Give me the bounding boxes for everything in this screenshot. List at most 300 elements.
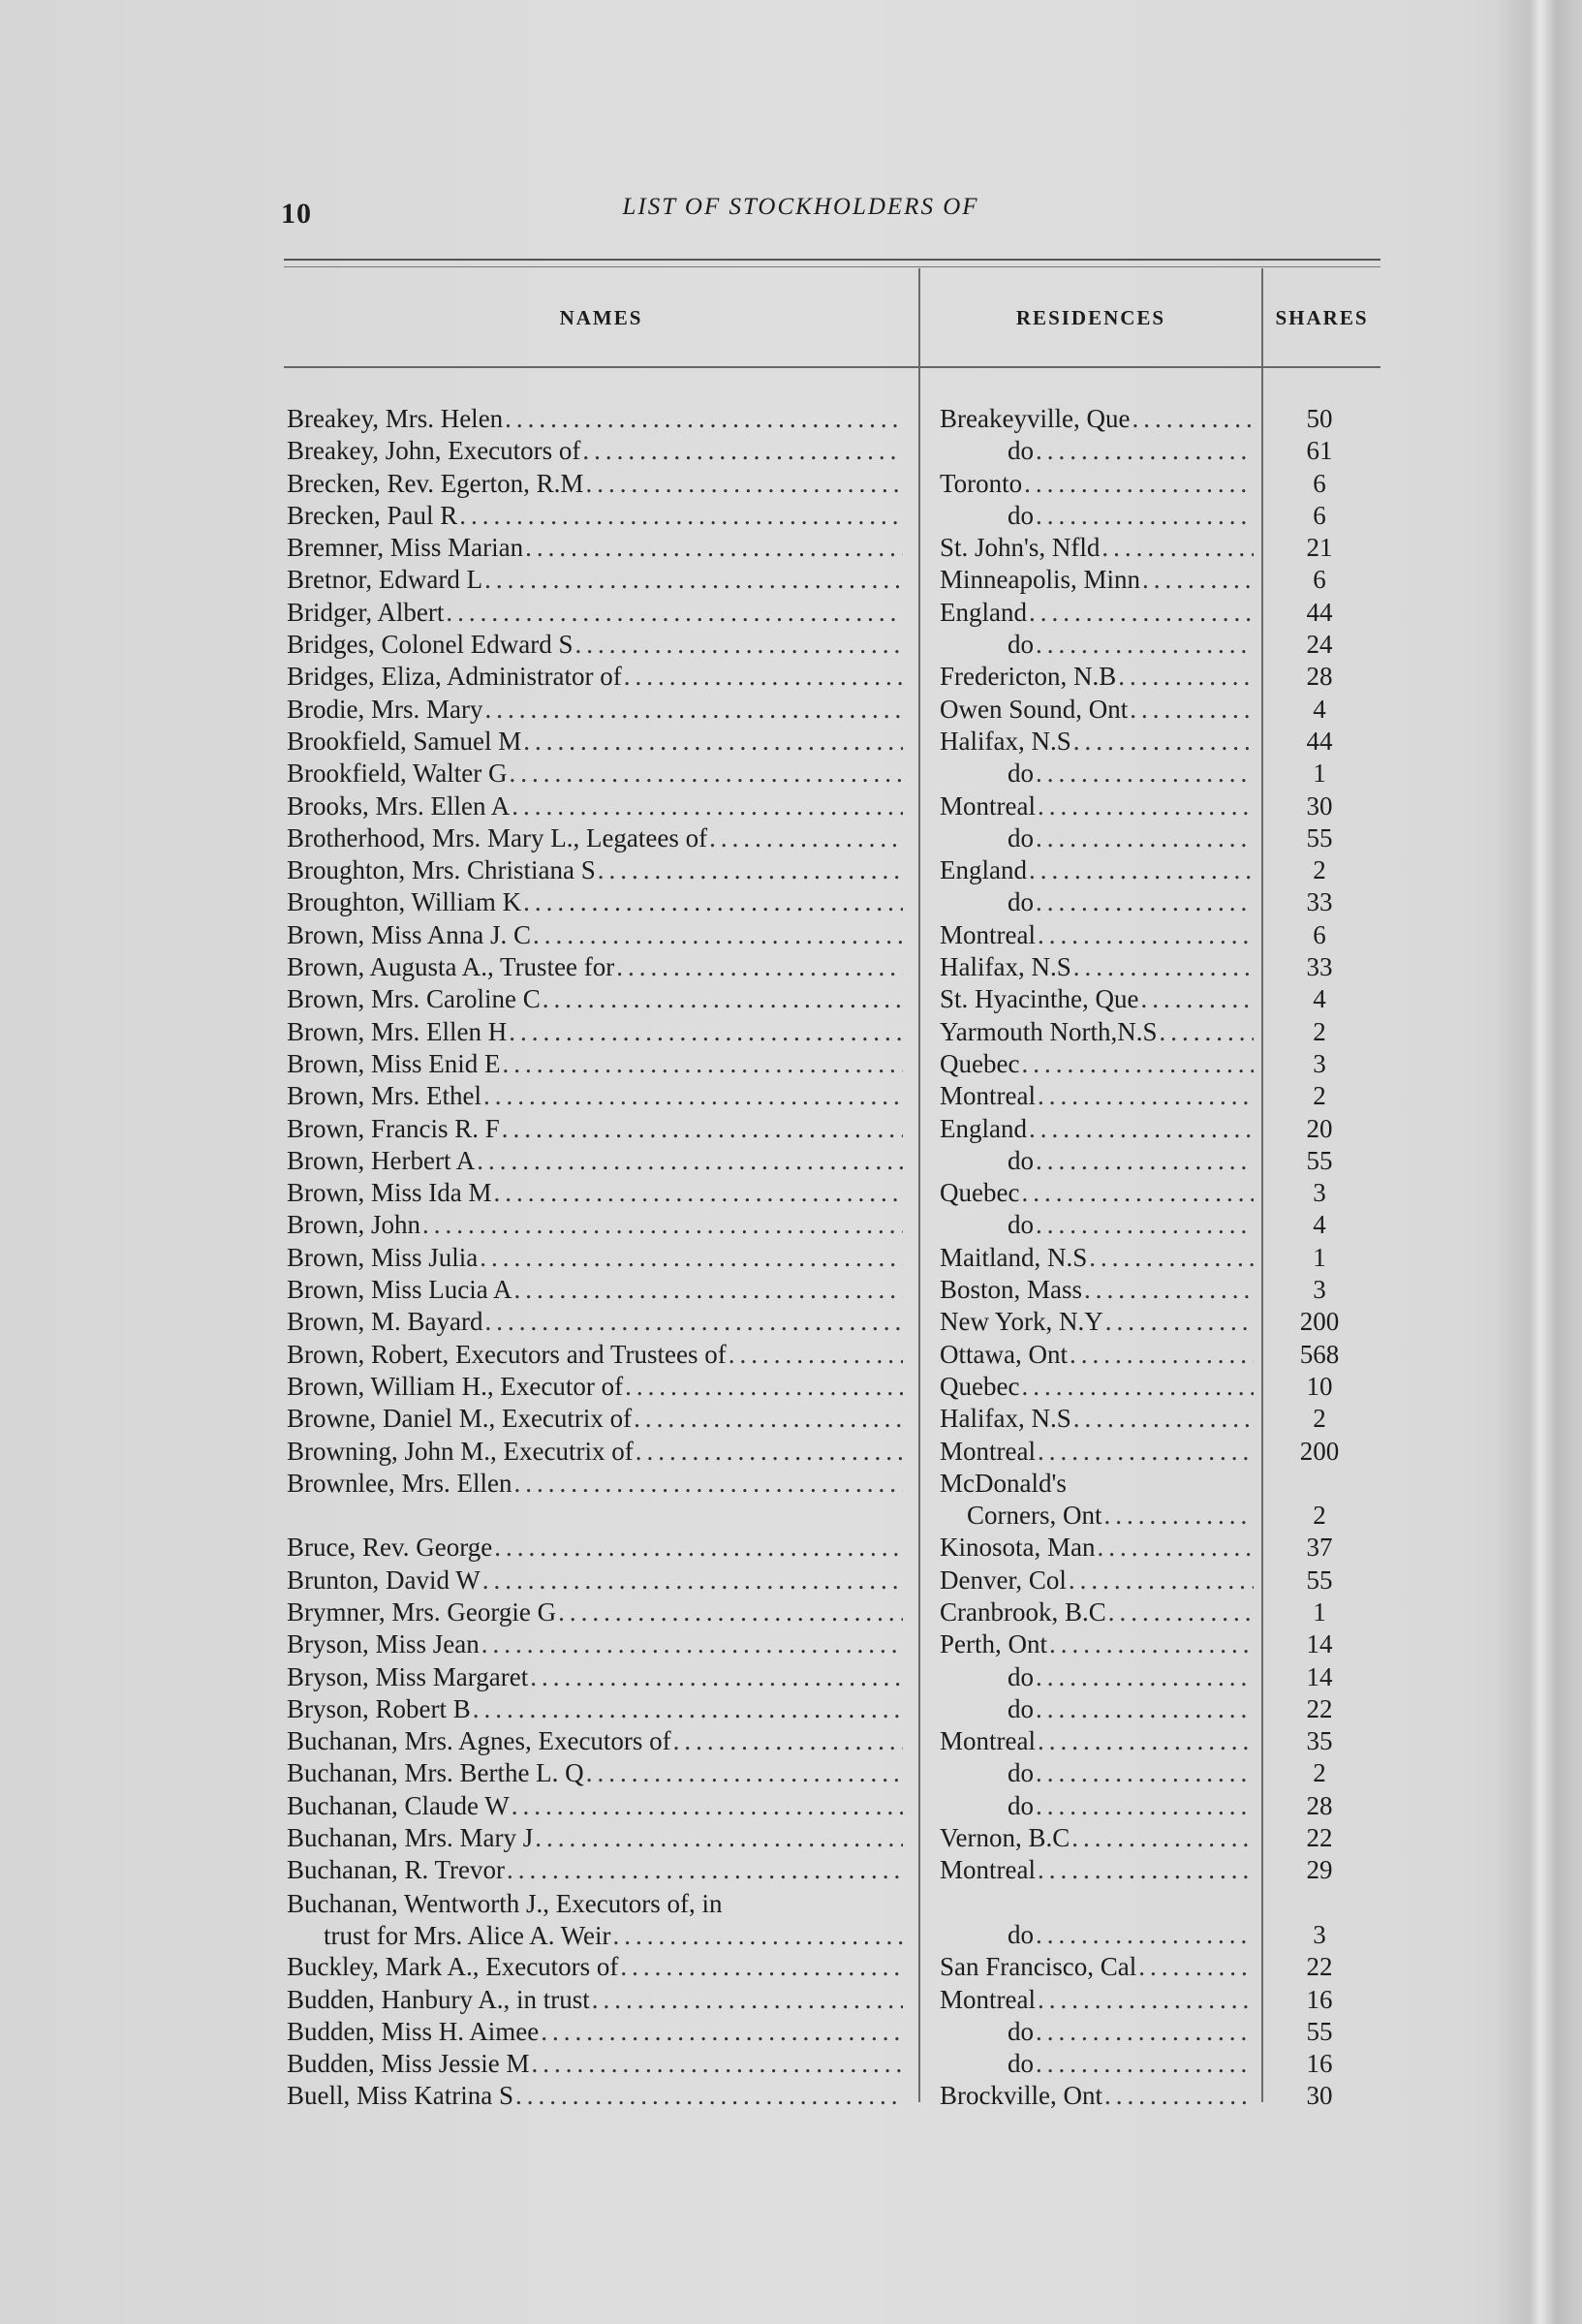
stockholder-name-text: Buell, Miss Katrina S (287, 2081, 513, 2111)
shares-count: 6 (1313, 468, 1326, 498)
leader-dots (530, 1662, 903, 1692)
leader-dots (483, 1081, 903, 1111)
shares-count: 3 (1313, 1275, 1326, 1305)
shares-count: 55 (1306, 1145, 1333, 1175)
top-rule (284, 259, 1380, 267)
leader-dots (1036, 501, 1254, 531)
stockholder-name-text: Buchanan, Mrs. Berthe L. Q (287, 1758, 584, 1788)
shares-count: 14 (1306, 1629, 1333, 1659)
shares-count: 16 (1306, 2049, 1333, 2079)
table-row (0, 501, 1582, 533)
stockholder-name (287, 1662, 911, 1694)
stockholder-name (287, 1469, 911, 1533)
stockholder-name (287, 984, 911, 1016)
shares-count: 20 (1306, 1113, 1333, 1143)
stockholder-name (287, 791, 911, 823)
stockholder-name-text: Breakey, Mrs. Helen (287, 404, 504, 433)
table-row (0, 1114, 1582, 1146)
table-row (0, 887, 1582, 919)
table-row (0, 1855, 1582, 1887)
leader-dots (1104, 2081, 1254, 2111)
shares-count: 16 (1306, 1984, 1333, 2014)
shares-count: 10 (1306, 1371, 1333, 1401)
stockholder-name-text: Broughton, William K (287, 887, 522, 917)
shares-count: 22 (1306, 1693, 1333, 1723)
table-row (0, 1146, 1582, 1178)
shares-count: 4 (1313, 1210, 1326, 1240)
stockholder-name-text: Bryson, Miss Jean (287, 1629, 480, 1659)
shares-count: 44 (1306, 726, 1333, 756)
residence (940, 2017, 1261, 2049)
residence-text: Montreal (940, 1081, 1036, 1111)
shares-count: 55 (1306, 2016, 1333, 2046)
table-row (0, 984, 1582, 1016)
shares-count: 6 (1313, 500, 1326, 530)
residence (940, 1597, 1261, 1629)
residence-text: St. Hyacinthe, Que (940, 984, 1139, 1014)
leader-dots (1036, 2049, 1254, 2079)
residence (940, 598, 1261, 630)
leader-dots (1038, 1726, 1254, 1756)
stockholder-name (287, 1340, 911, 1372)
stockholder-name-text: Browne, Daniel M., Executrix of (287, 1404, 633, 1434)
leader-dots (1118, 662, 1254, 692)
leader-dots (1071, 1823, 1254, 1853)
shares-count: 2 (1313, 855, 1326, 885)
stockholder-name (287, 1307, 911, 1339)
stockholder-table (0, 404, 1582, 2114)
shares-count: 2 (1313, 1758, 1326, 1788)
residence-text: England (940, 597, 1027, 627)
stockholder-name (287, 662, 911, 694)
table-row (0, 759, 1582, 790)
leader-dots (1021, 1372, 1254, 1402)
leader-dots (1097, 1533, 1254, 1563)
shares-count: 50 (1306, 404, 1333, 433)
stockholder-name (287, 1210, 911, 1242)
leader-dots (509, 1017, 903, 1047)
shares-count: 2 (1313, 1500, 1326, 1530)
table-row (0, 695, 1582, 727)
table-row (0, 469, 1582, 501)
residence-text: St. John's, Nfld (940, 533, 1101, 563)
residence-text: do (1008, 500, 1034, 530)
table-row (0, 1210, 1582, 1242)
table-row (0, 1469, 1582, 1534)
stockholder-name-text: Brown, John (287, 1210, 421, 1240)
table-row (0, 1017, 1582, 1049)
stockholder-name (287, 1565, 911, 1597)
shares-count: 30 (1306, 790, 1333, 821)
stockholder-name-text: Breakey, John, Executors of (287, 436, 581, 466)
leader-dots (507, 1855, 903, 1885)
leader-dots (480, 1243, 903, 1273)
leader-dots (1038, 920, 1254, 950)
stockholder-name-text: Brecken, Paul R (287, 500, 458, 530)
residence-text: do (1008, 1693, 1034, 1723)
table-row (0, 2081, 1582, 2113)
table-row (0, 1952, 1582, 1984)
table-row (0, 1823, 1582, 1855)
header-rule (284, 366, 1380, 368)
leader-dots (494, 1533, 903, 1563)
leader-dots (422, 1210, 903, 1240)
leader-dots (585, 469, 903, 499)
residence (940, 1791, 1261, 1823)
table-row (0, 1081, 1582, 1113)
table-row (0, 855, 1582, 887)
leader-dots (505, 404, 903, 434)
leader-dots (525, 533, 903, 563)
leader-dots (510, 759, 903, 789)
stockholder-name-text: Brown, Miss Ida M (287, 1178, 492, 1208)
stockholder-name-text: Brown, Miss Enid E (287, 1048, 501, 1078)
stockholder-name-text: Brotherhood, Mrs. Mary L., Legatees of (287, 822, 708, 852)
residence-text: England (940, 855, 1027, 885)
residence (940, 855, 1261, 887)
stockholder-name (287, 1791, 911, 1823)
residence-text: do (1008, 1919, 1034, 1949)
leader-dots (634, 1404, 903, 1434)
stockholder-name (287, 2049, 911, 2081)
stockholder-name (287, 630, 911, 662)
leader-dots (1073, 727, 1254, 757)
table-row (0, 1533, 1582, 1565)
residence-text: Halifax, N.S (940, 952, 1071, 982)
leader-dots (1103, 1501, 1254, 1531)
residence-text: do (1008, 2049, 1034, 2079)
stockholder-name (287, 1533, 911, 1565)
stockholder-name-text: Bridges, Colonel Edward S (287, 630, 574, 660)
residence-text: Montreal (940, 1726, 1036, 1756)
leader-dots (1036, 1146, 1254, 1176)
leader-dots (1036, 1694, 1254, 1724)
stockholder-name-text: Bremner, Miss Marian (287, 533, 524, 563)
residence-text: England (940, 1113, 1027, 1143)
stockholder-name (287, 1275, 911, 1307)
residence-text: Denver, Col (940, 1565, 1067, 1595)
stockholder-name-text: Brown, Mrs. Ellen H (287, 1016, 508, 1046)
residence-text: Montreal (940, 1436, 1036, 1466)
stockholder-name-text: Brookfield, Walter G (287, 759, 508, 789)
leader-dots (1160, 1017, 1254, 1047)
stockholder-name (287, 2017, 911, 2049)
leader-dots (503, 1049, 903, 1079)
stockholder-name-text: Brown, Mrs. Ethel (287, 1081, 481, 1111)
leader-dots (532, 2049, 903, 2079)
residence (940, 1243, 1261, 1275)
residence (940, 1049, 1261, 1081)
stockholder-name-text: Bridges, Eliza, Administrator of (287, 662, 622, 692)
leader-dots (1029, 855, 1254, 885)
residence (940, 1662, 1261, 1694)
stockholder-name (287, 436, 911, 468)
column-header-names: NAMES (559, 306, 643, 329)
leader-dots (1105, 1307, 1254, 1337)
table-row (0, 2049, 1582, 2081)
residence (940, 501, 1261, 533)
residence (940, 2081, 1261, 2113)
residence (940, 1114, 1261, 1146)
stockholder-name (287, 1404, 911, 1436)
leader-dots (1021, 1049, 1254, 1079)
leader-dots (1038, 1855, 1254, 1885)
shares-count: 55 (1306, 822, 1333, 852)
leader-dots (592, 1985, 903, 2015)
shares-count: 37 (1306, 1533, 1333, 1563)
shares-count: 28 (1306, 662, 1333, 692)
stockholder-name (287, 1114, 911, 1146)
residence (940, 1501, 1261, 1533)
table-row (0, 1629, 1582, 1661)
table-row (0, 533, 1582, 565)
stockholder-name-text: Bretnor, Edward L (287, 565, 483, 595)
stockholder-name-text: Brookfield, Samuel M (287, 726, 522, 756)
stockholder-name-text: Brownlee, Mrs. Ellen (287, 1468, 512, 1498)
stockholder-name-text: Brodie, Mrs. Mary (287, 694, 483, 724)
stockholder-name (287, 1243, 911, 1275)
residence (940, 727, 1261, 759)
residence-text: do (1008, 887, 1034, 917)
residence-text: New York, N.Y (940, 1307, 1103, 1337)
column-header-shares: SHARES (1275, 306, 1369, 329)
residence-text: Breakeyville, Que (940, 404, 1131, 433)
shares-count: 1 (1313, 759, 1326, 789)
residence (940, 1629, 1261, 1661)
stockholder-name-text: Broughton, Mrs. Christiana S (287, 855, 596, 885)
stockholder-name (287, 1597, 911, 1629)
stockholder-name (287, 952, 911, 984)
residence-text: Fredericton, N.B (940, 662, 1117, 692)
table-row (0, 1726, 1582, 1758)
shares-count: 29 (1306, 1855, 1333, 1885)
stockholder-name (287, 1952, 911, 1984)
residence (940, 533, 1261, 565)
shares-count: 61 (1306, 436, 1333, 466)
stockholder-name (287, 727, 911, 759)
leader-dots (446, 598, 903, 628)
leader-dots (523, 727, 903, 757)
stockholder-name (287, 1372, 911, 1404)
residence (940, 1017, 1261, 1049)
leader-dots (616, 952, 903, 982)
shares-count: 33 (1306, 887, 1333, 917)
stockholder-name-text: Brown, Herbert A (287, 1145, 476, 1175)
stockholder-name (287, 1694, 911, 1726)
table-row (0, 952, 1582, 984)
shares-count: 200 (1299, 1307, 1340, 1337)
residence (940, 1340, 1261, 1372)
leader-dots (473, 1694, 903, 1724)
residence (940, 1726, 1261, 1758)
leader-dots (1069, 1565, 1254, 1596)
leader-dots (613, 1920, 903, 1952)
stockholder-name (287, 404, 911, 436)
residence-text: Maitland, N.S (940, 1242, 1088, 1272)
residence (940, 1404, 1261, 1436)
running-title: LIST OF STOCKHOLDERS OF (622, 194, 979, 220)
leader-dots (1108, 1597, 1254, 1627)
table-row (0, 1985, 1582, 2017)
stockholder-name (287, 1178, 911, 1210)
residence (940, 1823, 1261, 1855)
leader-dots (481, 1629, 903, 1659)
column-header-residences: RESIDENCES (1015, 306, 1166, 329)
stockholder-name (287, 533, 911, 565)
stockholder-name (287, 1726, 911, 1758)
leader-dots (558, 1597, 903, 1627)
stockholder-name (287, 1888, 911, 1952)
stockholder-name-text: Brown, Robert, Executors and Trustees of (287, 1339, 727, 1369)
stockholder-name-text: Brunton, David W (287, 1565, 481, 1595)
shares-count: 14 (1306, 1661, 1333, 1691)
table-row (0, 1049, 1582, 1081)
shares-count: 1 (1313, 1596, 1326, 1627)
leader-dots (1036, 823, 1254, 853)
shares-count: 3 (1313, 1178, 1326, 1208)
residence (940, 1952, 1261, 1984)
residence-text: Ottawa, Ont (940, 1339, 1068, 1369)
stockholder-name (287, 1017, 911, 1049)
residence-text: Montreal (940, 1855, 1036, 1885)
leader-dots (1049, 1629, 1254, 1659)
stockholder-name-text: Browning, John M., Executrix of (287, 1436, 634, 1466)
stockholder-name (287, 1437, 911, 1469)
leader-dots (502, 1114, 903, 1144)
stockholder-name (287, 2081, 911, 2113)
leader-dots (586, 1758, 903, 1788)
stockholder-name-text: Budden, Miss H. Aimee (287, 2016, 540, 2046)
residence-text: McDonald's (940, 1468, 1067, 1498)
residence-text: do (1008, 1790, 1034, 1820)
shares-count: 35 (1306, 1726, 1333, 1756)
stockholder-name (287, 1758, 911, 1790)
leader-dots (709, 823, 903, 853)
stockholder-name (287, 1049, 911, 1081)
table-row (0, 1372, 1582, 1404)
stockholder-name (287, 1823, 911, 1855)
residence-text: Quebec (940, 1048, 1020, 1078)
residence-text: Minneapolis, Minn (940, 565, 1140, 595)
stockholder-name (287, 1855, 911, 1887)
stockholder-name-text: Buchanan, Claude W (287, 1790, 510, 1820)
stockholder-name (287, 469, 911, 501)
residence (940, 1146, 1261, 1178)
table-row (0, 598, 1582, 630)
leader-dots (482, 1565, 903, 1596)
leader-dots (1089, 1243, 1254, 1273)
stockholder-name (287, 565, 911, 597)
shares-count: 44 (1306, 597, 1333, 627)
leader-dots (513, 1469, 903, 1499)
table-row (0, 1275, 1582, 1307)
stockholder-name-text: Brown, Mrs. Caroline C (287, 984, 541, 1014)
residence-text: Halifax, N.S (940, 726, 1071, 756)
stockholder-name (287, 759, 911, 790)
residence (940, 1081, 1261, 1113)
leader-dots (582, 436, 903, 466)
table-row (0, 1597, 1582, 1629)
residence (940, 469, 1261, 501)
leader-dots (1036, 1920, 1254, 1950)
residence (940, 436, 1261, 468)
residence (940, 404, 1261, 436)
shares-count: 2 (1313, 1016, 1326, 1046)
stockholder-name (287, 920, 911, 952)
residence (940, 1920, 1261, 1952)
stockholder-name-text: Bridger, Albert (287, 597, 445, 627)
leader-dots (1036, 1662, 1254, 1692)
residence (940, 1275, 1261, 1307)
leader-dots (484, 695, 903, 725)
residence-text: do (1008, 630, 1034, 660)
leader-dots (1038, 791, 1254, 821)
leader-dots (1021, 1178, 1254, 1208)
residence (940, 1985, 1261, 2017)
table-row (0, 404, 1582, 436)
table-row (0, 727, 1582, 759)
shares-count: 33 (1306, 952, 1333, 982)
leader-dots (1029, 598, 1254, 628)
leader-dots (514, 1275, 904, 1305)
leader-dots (574, 630, 903, 660)
stockholder-name (287, 823, 911, 855)
leader-dots (1084, 1275, 1254, 1305)
residence (940, 1210, 1261, 1242)
leader-dots (1036, 887, 1254, 917)
residence-text: Perth, Ont (940, 1629, 1047, 1659)
leader-dots (459, 501, 903, 531)
residence-text: do (1008, 822, 1034, 852)
stockholder-name (287, 1985, 911, 2017)
residence (940, 2049, 1261, 2081)
stockholder-name (287, 855, 911, 887)
stockholder-name (287, 695, 911, 727)
table-row (0, 2017, 1582, 2049)
table-row (0, 1888, 1582, 1953)
stockholder-name-text: Bryson, Miss Margaret (287, 1661, 529, 1691)
shares-count: 3 (1313, 1919, 1326, 1949)
residence (940, 1758, 1261, 1790)
residence-text: Halifax, N.S (940, 1404, 1071, 1434)
stockholder-name-text: Brecken, Rev. Egerton, R.M (287, 468, 584, 498)
leader-dots (1036, 2017, 1254, 2047)
leader-dots (484, 565, 903, 595)
leader-dots (477, 1146, 903, 1176)
residence (940, 1178, 1261, 1210)
stockholder-name-text: Brown, Francis R. F (287, 1113, 500, 1143)
table-row (0, 1404, 1582, 1436)
stockholder-name (287, 887, 911, 919)
leader-dots (1024, 469, 1254, 499)
residence (940, 1437, 1261, 1469)
shares-count: 3 (1313, 1048, 1326, 1078)
leader-dots (1038, 1985, 1254, 2015)
leader-dots (533, 920, 903, 950)
leader-dots (523, 887, 903, 917)
leader-dots (673, 1726, 903, 1756)
leader-dots (1036, 1210, 1254, 1240)
table-row (0, 662, 1582, 694)
residence (940, 1307, 1261, 1339)
stockholder-name-text: Budden, Miss Jessie M (287, 2049, 530, 2079)
stockholder-name-text: Brown, M. Bayard (287, 1307, 483, 1337)
residence-text: do (1008, 1145, 1034, 1175)
table-row (0, 791, 1582, 823)
residence (940, 984, 1261, 1016)
shares-count: 22 (1306, 1952, 1333, 1982)
leader-dots (535, 1823, 903, 1853)
